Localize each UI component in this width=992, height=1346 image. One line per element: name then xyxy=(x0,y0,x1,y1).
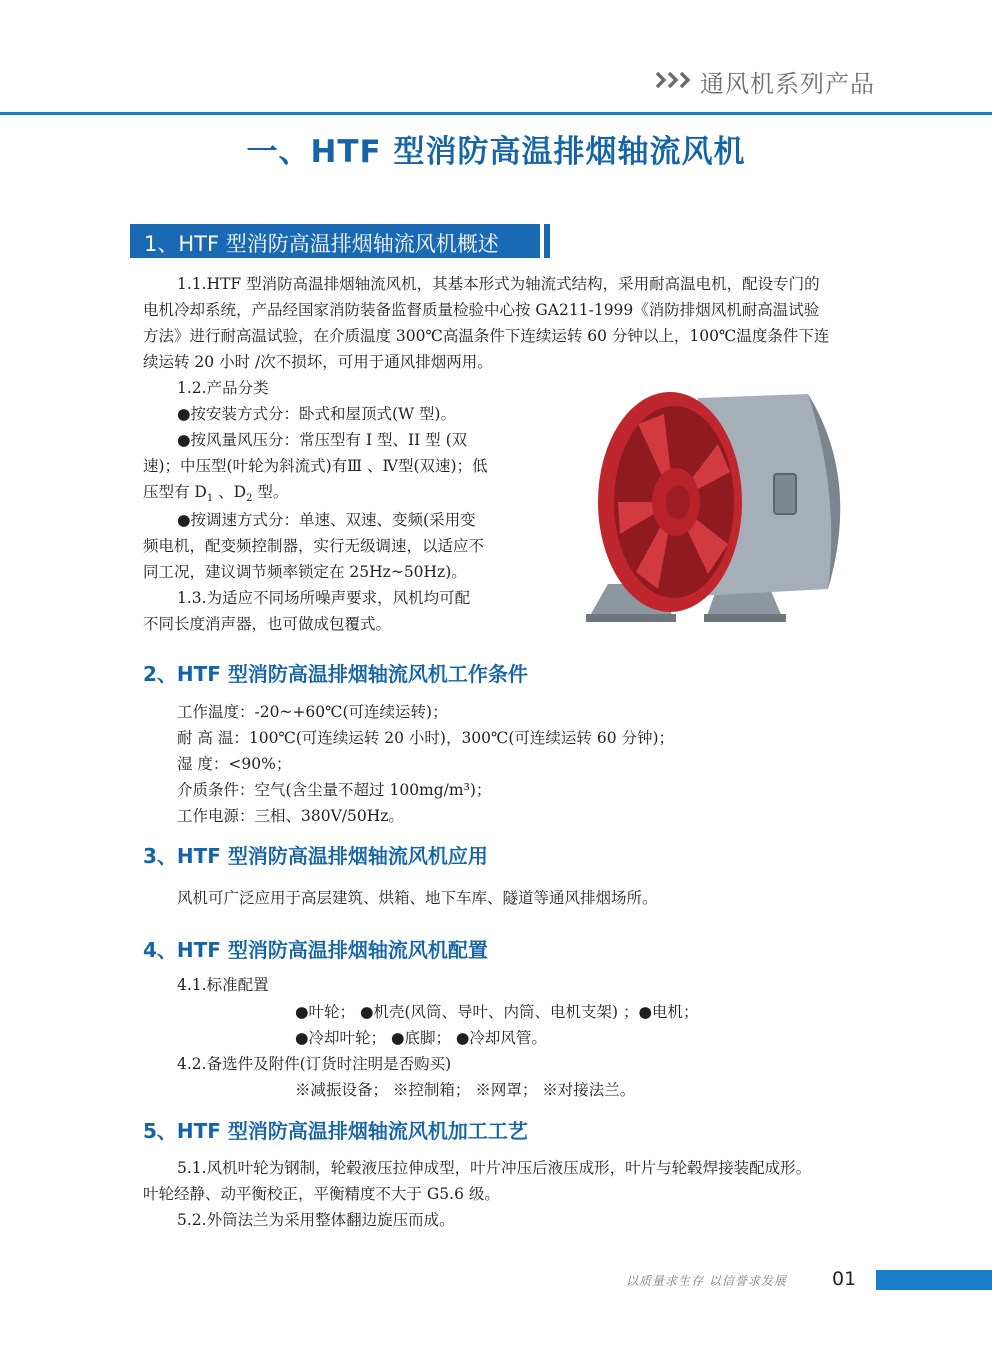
footer-accent-bar xyxy=(876,1270,992,1290)
section4-text: ●叶轮； ●机壳(风筒、导叶、内筒、电机支架) ；●电机； xyxy=(295,1003,699,1021)
section2-text: 耐 高 温：100℃(可连续运转 20 小时)，300℃(可连续运转 60 分钟)； xyxy=(177,729,675,747)
section4-text: ●冷却叶轮； ●底脚； ●冷却风管。 xyxy=(295,1029,547,1047)
section1-text: 1.3.为适应不同场所噪声要求，风机均可配 xyxy=(177,589,471,607)
section1-text: 1.1.HTF 型消防高温排烟轴流风机，其基本形式为轴流式结构，采用耐高温电机，配设专门的 xyxy=(177,275,820,293)
section3-heading: 3、HTF 型消防高温排烟轴流风机应用 xyxy=(143,844,488,868)
section4-text: 4.2.备选件及附件(订货时注明是否购买) xyxy=(177,1055,452,1073)
section1-heading-bar xyxy=(130,224,550,258)
section2-text: 湿 度：<90%； xyxy=(177,755,292,773)
section1-text: ●按调速方式分：单速、双速、变频(采用变 xyxy=(177,511,476,529)
section2-text: 工作温度：-20~+60℃(可连续运转)； xyxy=(177,703,448,721)
section1-text: 同工况，建议调节频率锁定在 25Hz~50Hz)。 xyxy=(143,563,467,581)
section4-heading: 4、HTF 型消防高温排烟轴流风机配置 xyxy=(143,938,488,962)
section3-text: 风机可广泛应用于高层建筑、烘箱、地下车库、隧道等通风排烟场所。 xyxy=(177,889,658,907)
section4-text: 4.1.标准配置 xyxy=(177,976,269,994)
section2-text: 工作电源：三相、380V/50Hz。 xyxy=(177,807,404,825)
header-title: 通风机系列产品 xyxy=(700,70,875,98)
section1-text: 压型有 $D_1$ 、$D_2$ 型。 xyxy=(143,483,289,505)
fan-image xyxy=(578,384,868,640)
section5-text: 叶轮经静、动平衡校正，平衡精度不大于 G5.6 级。 xyxy=(143,1185,500,1203)
section1-text: 不同长度消声器，也可做成包覆式。 xyxy=(143,615,392,633)
section5-text: 5.2.外筒法兰为采用整体翻边旋压而成。 xyxy=(177,1211,455,1229)
section1-text: ●按安装方式分：卧式和屋顶式(W 型)。 xyxy=(177,405,456,423)
section1-text: 续运转 20 小时 /次不损坏，可用于通风排烟两用。 xyxy=(143,353,493,371)
footer-slogan: 以质量求生存 以信誉求发展 xyxy=(626,1274,787,1288)
section2-heading: 2、HTF 型消防高温排烟轴流风机工作条件 xyxy=(143,662,528,686)
page-number: 01 xyxy=(832,1268,857,1290)
section1-text: 1.2.产品分类 xyxy=(177,379,269,397)
section5-heading: 5、HTF 型消防高温排烟轴流风机加工工艺 xyxy=(143,1119,528,1143)
section1-text: 电机冷却系统，产品经国家消防装备监督质量检验中心按 GA211-1999《消防排烟风机耐高温试验 xyxy=(143,301,820,319)
section1-text: ●按风量风压分：常压型有 I 型、II 型 (双 xyxy=(177,431,468,449)
section4-text: ※减振设备； ※控制箱； ※网罩； ※对接法兰。 xyxy=(295,1081,636,1099)
page-title: 一、HTF 型消防高温排烟轴流风机 xyxy=(246,134,746,170)
section1-heading: 1、HTF 型消防高温排烟轴流风机概述 xyxy=(144,232,499,256)
section1-text: 频电机，配变频控制器，实行无级调速，以适应不 xyxy=(143,537,485,555)
section1-text: 方法》进行耐高温试验，在介质温度 300℃高温条件下连续运转 60 分钟以上，100℃温度条件下连 xyxy=(143,327,830,345)
section5-text: 5.1.风机叶轮为钢制，轮毂液压拉伸成型，叶片冲压后液压成形，叶片与轮毂焊接装配成形。 xyxy=(177,1159,812,1177)
chevrons-right-icon xyxy=(655,70,695,90)
header-rule xyxy=(0,112,992,115)
section1-text: 速)；中压型(叶轮为斜流式)有Ⅲ 、Ⅳ型(双速)；低 xyxy=(143,457,488,475)
section2-text: 介质条件：空气(含尘量不超过 100mg/m³)； xyxy=(177,781,492,799)
